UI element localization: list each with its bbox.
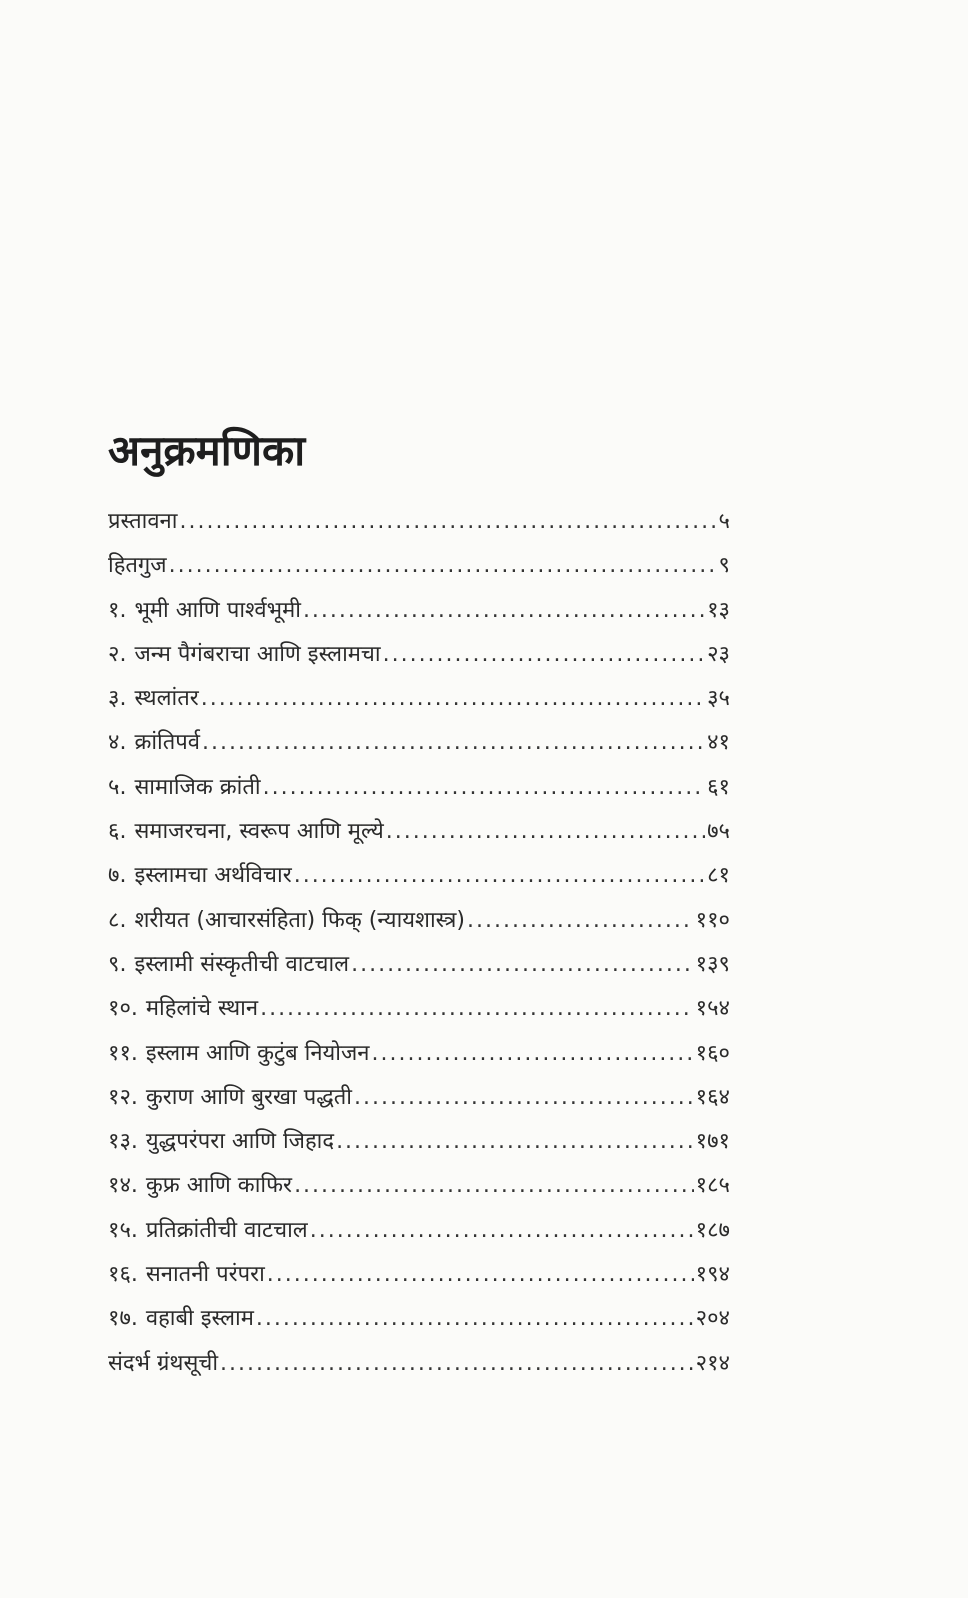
toc-entry-number: ४.	[108, 730, 127, 756]
dot-leader	[220, 1351, 694, 1376]
dot-leader	[256, 1306, 694, 1331]
dot-leader	[179, 509, 716, 534]
toc-entry	[108, 1302, 730, 1346]
toc-entry-page: १३९	[695, 951, 730, 977]
dot-leader	[263, 775, 706, 800]
toc-entry-title: संदर्भ ग्रंथसूची	[108, 1350, 219, 1376]
dot-leader	[336, 1129, 694, 1154]
toc-entry-title: इस्लाम आणि कुटुंब नियोजन	[145, 1040, 370, 1066]
toc-entry-page: १३	[707, 597, 730, 623]
toc-entry-title: समाजरचना, स्वरूप आणि मूल्ये	[134, 819, 384, 845]
toc-entry-page: ४१	[707, 730, 730, 756]
toc-entry	[108, 1125, 730, 1169]
toc-entry-title: सामाजिक क्रांती	[134, 774, 261, 800]
toc-entry	[108, 815, 730, 859]
toc-entry-page: ८१	[707, 863, 730, 889]
toc-entry-number: १५.	[108, 1217, 138, 1243]
dot-leader	[303, 598, 705, 623]
dot-leader	[351, 952, 694, 977]
toc-entry	[108, 904, 730, 948]
toc-entry-title: प्रतिक्रांतीची वाटचाल	[145, 1217, 308, 1243]
toc-entry-title: कुराण आणि बुरखा पद्धती	[145, 1084, 353, 1110]
toc-entry-number: ६.	[108, 819, 127, 845]
toc-entry-number: १०.	[108, 996, 138, 1022]
toc-entry-number: ३.	[108, 686, 127, 712]
toc-entry-number: २.	[108, 641, 127, 667]
toc-entry	[108, 1214, 730, 1258]
toc-entry-title: सनातनी परंपरा	[145, 1262, 265, 1288]
toc-entry-page: १८७	[695, 1217, 730, 1243]
toc-entry	[108, 726, 730, 770]
dot-leader	[467, 908, 694, 933]
dot-leader	[294, 1173, 694, 1198]
toc-entry-title: स्थलांतर	[134, 686, 199, 712]
dot-leader	[294, 863, 705, 888]
toc-entry-page: १६४	[695, 1084, 730, 1110]
toc-entry	[108, 505, 730, 549]
toc-entry	[108, 771, 730, 815]
toc-entry-number: ११.	[108, 1040, 138, 1066]
toc-entry-title: वहाबी इस्लाम	[145, 1306, 254, 1332]
toc-entry	[108, 682, 730, 726]
toc-entry-page: ६१	[707, 774, 730, 800]
toc-entry	[108, 1037, 730, 1081]
toc-entry-number: १४.	[108, 1173, 138, 1199]
toc-entry-title: इस्लामी संस्कृतीची वाटचाल	[134, 951, 350, 977]
toc-entry-number: १६.	[108, 1262, 138, 1288]
toc-entry-page: ५	[718, 509, 730, 534]
dot-leader	[267, 1262, 694, 1287]
toc-entry-page: ७५	[707, 819, 730, 845]
toc-entry	[108, 1081, 730, 1125]
dot-leader	[310, 1218, 694, 1243]
dot-leader	[386, 819, 705, 844]
toc-entry	[108, 859, 730, 903]
table-of-contents	[108, 505, 730, 1391]
toc-entry-number: ८.	[108, 907, 127, 933]
dot-leader	[383, 642, 706, 667]
toc-entry-number: ५.	[108, 774, 127, 800]
page-title: अनुक्रमणिका	[108, 426, 306, 476]
toc-entry	[108, 594, 730, 638]
toc-entry-number: ७.	[108, 863, 127, 889]
toc-entry-page: १९४	[695, 1262, 730, 1288]
toc-entry-title: महिलांचे स्थान	[145, 996, 259, 1022]
toc-entry-page: २१४	[695, 1350, 730, 1376]
toc-entry-number: १.	[108, 597, 127, 623]
toc-entry-page: १५४	[695, 996, 730, 1022]
toc-entry	[108, 638, 730, 682]
toc-entry-title: इस्लामचा अर्थविचार	[134, 863, 292, 889]
toc-entry-page: ३५	[707, 686, 730, 712]
toc-entry	[108, 948, 730, 992]
toc-entry-number: १२.	[108, 1084, 138, 1110]
toc-entry	[108, 992, 730, 1036]
toc-entry-title: प्रस्तावना	[108, 509, 178, 534]
toc-entry-page: १६०	[695, 1040, 730, 1066]
dot-leader	[169, 553, 717, 578]
dot-leader	[201, 686, 705, 711]
toc-entry-page: २३	[707, 641, 730, 667]
toc-entry	[108, 1258, 730, 1302]
toc-entry-page: ९	[718, 553, 730, 579]
toc-entry-title: युद्धपरंपरा आणि जिहाद	[145, 1129, 335, 1155]
toc-entry-page: १८५	[695, 1173, 730, 1199]
toc-entry-title: शरीयत (आचारसंहिता) फिक् (न्यायशास्त्र)	[134, 907, 465, 933]
toc-entry-number: १३.	[108, 1129, 138, 1155]
dot-leader	[354, 1085, 694, 1110]
toc-entry-title: क्रांतिपर्व	[134, 730, 200, 756]
toc-entry-title: हितगुज	[108, 553, 167, 579]
toc-entry-title: जन्म पैगंबराचा आणि इस्लामचा	[134, 641, 381, 667]
dot-leader	[372, 1041, 694, 1066]
toc-entry-number: ९.	[108, 951, 127, 977]
toc-entry-title: कुफ्र आणि काफिर	[145, 1173, 293, 1199]
toc-entry-page: २०४	[695, 1306, 730, 1332]
toc-entry	[108, 1347, 730, 1391]
toc-entry	[108, 1169, 730, 1213]
dot-leader	[202, 730, 705, 755]
toc-entry	[108, 549, 730, 593]
dot-leader	[260, 996, 694, 1021]
toc-entry-number: १७.	[108, 1306, 138, 1332]
toc-entry-page: ११०	[695, 907, 730, 933]
toc-entry-title: भूमी आणि पार्श्वभूमी	[134, 597, 301, 623]
toc-entry-page: १७१	[695, 1129, 730, 1155]
